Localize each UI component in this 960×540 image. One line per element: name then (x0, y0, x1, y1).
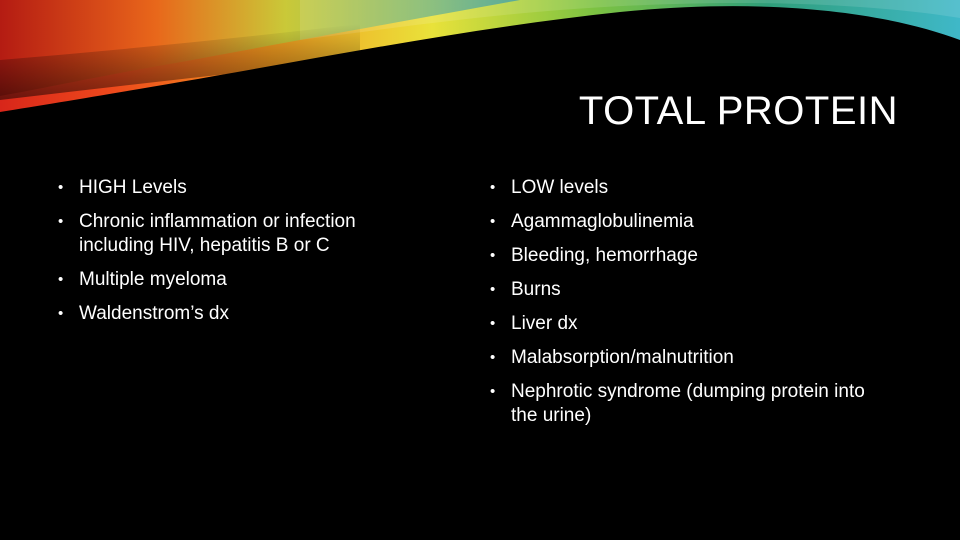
list-item-text: Waldenstrom’s dx (79, 303, 229, 324)
bullet-icon: • (58, 213, 64, 230)
list-item-text: Malabsorption/malnutrition (511, 347, 734, 368)
list-item (490, 176, 890, 200)
slide-title: TOTAL PROTEIN (578, 89, 898, 133)
list-item-text: Chronic inflammation or infection including HIV, hepatitis B or C (79, 211, 356, 256)
bullet-icon: • (490, 383, 496, 400)
list-item-text: Liver dx (511, 313, 578, 334)
bullet-icon: • (490, 247, 496, 264)
bullet-icon: • (490, 179, 496, 196)
bullet-icon: • (58, 305, 64, 322)
bullet-icon: • (490, 213, 496, 230)
list-item (58, 268, 418, 292)
list-item (490, 346, 890, 370)
list-item (58, 176, 418, 200)
list-item-text: Bleeding, hemorrhage (511, 245, 698, 266)
bullet-icon: • (58, 271, 64, 288)
list-item-text: Agammaglobulinemia (511, 211, 694, 232)
list-item-text: Nephrotic syndrome (dumping protein into the urine) (511, 381, 865, 426)
low-levels-list (490, 176, 890, 438)
list-item (490, 380, 890, 428)
list-item-text: LOW levels (511, 177, 609, 198)
bullet-icon: • (490, 315, 496, 332)
high-levels-list (58, 176, 418, 336)
bullet-icon: • (490, 281, 496, 298)
bullet-icon: • (58, 179, 64, 196)
list-item-text: HIGH Levels (79, 177, 187, 198)
list-item (490, 244, 890, 268)
list-item-text: Multiple myeloma (79, 269, 227, 290)
list-item (58, 210, 418, 258)
list-item-text: Burns (511, 279, 561, 300)
list-item (58, 302, 418, 326)
list-item (490, 210, 890, 234)
list-item (490, 312, 890, 336)
bullet-icon: • (490, 349, 496, 366)
list-item (490, 278, 890, 302)
